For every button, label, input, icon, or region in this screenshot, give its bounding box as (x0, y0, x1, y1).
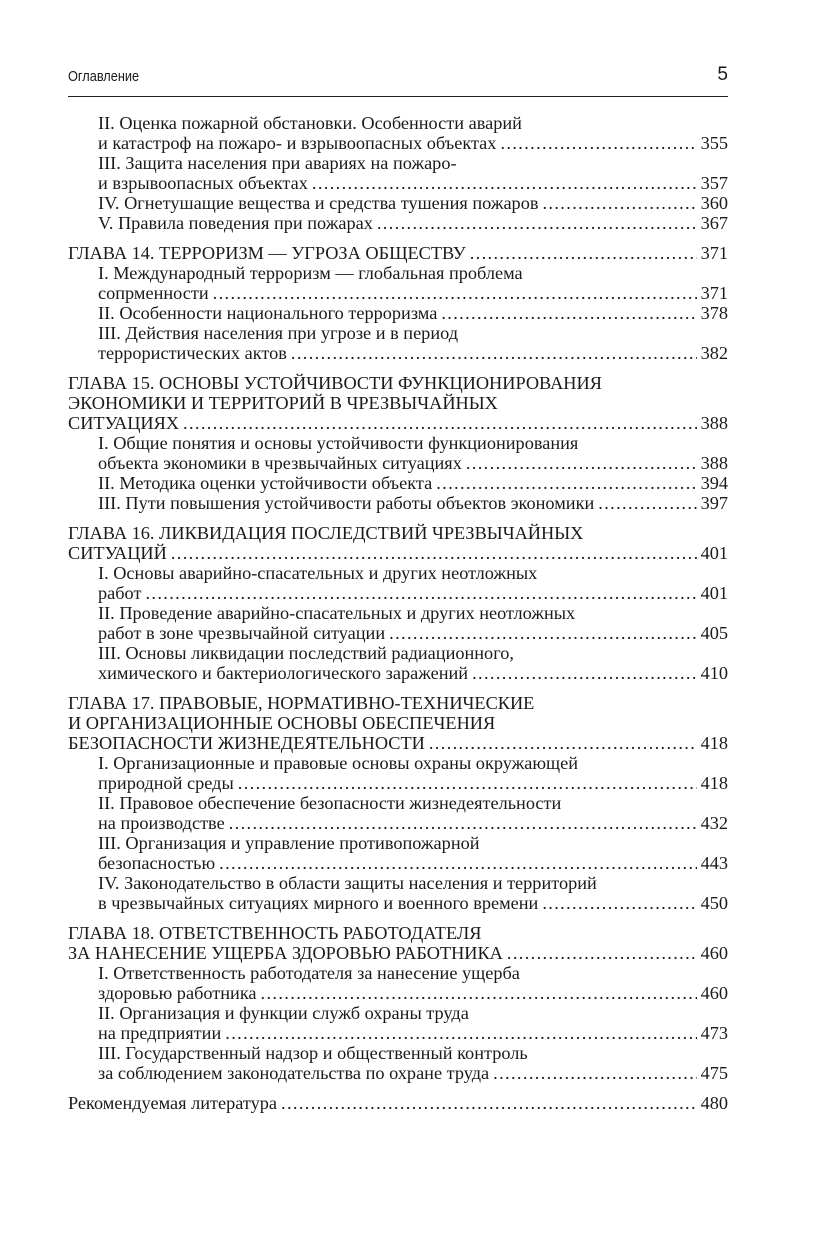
entry-page-number: 443 (700, 853, 728, 873)
entry-title-line: II. Правовое обеспечение безопасности жизнедеятельности (98, 793, 562, 813)
toc-subentry[interactable] (68, 433, 728, 473)
entry-last-line (98, 213, 728, 233)
entry-last-line (68, 1093, 728, 1113)
dot-leader (213, 283, 697, 303)
dot-leader (183, 413, 697, 433)
entry-title-line: III. Действия населения при угрозе и в период (98, 323, 459, 343)
toc-subentry[interactable] (68, 193, 728, 213)
dot-leader (291, 343, 697, 363)
entry-title-line: объекта экономики в чрезвычайных ситуациях (98, 453, 462, 473)
toc-subentry[interactable] (68, 1043, 728, 1083)
table-of-contents (68, 113, 728, 1123)
entry-title-line: ГЛАВА 16. ЛИКВИДАЦИЯ ПОСЛЕДСТВИЙ ЧРЕЗВЫЧАЙНЫХ (68, 523, 584, 543)
entry-last-line (98, 343, 728, 363)
dot-leader (542, 893, 696, 913)
dot-leader (472, 663, 697, 683)
entry-page-number: 394 (700, 473, 728, 493)
entry-page-number: 357 (700, 173, 728, 193)
toc-chapter-entry[interactable] (68, 523, 728, 563)
entry-page-number: 401 (700, 583, 728, 603)
entry-last-line (98, 663, 728, 683)
entry-last-line (98, 193, 728, 213)
entry-last-line (98, 813, 728, 833)
dot-leader (389, 623, 696, 643)
entry-title-line: IV. Законодательство в области защиты населения и территорий (98, 873, 597, 893)
entry-title-line: на производстве (98, 813, 225, 833)
entry-title-line: БЕЗОПАСНОСТИ ЖИЗНЕДЕЯТЕЛЬНОСТИ (68, 733, 425, 753)
entry-last-line (98, 473, 728, 493)
entry-last-line (68, 243, 728, 263)
toc-chapter-entry[interactable] (68, 693, 728, 753)
entry-last-line (98, 773, 728, 793)
entry-title-line: ГЛАВА 15. ОСНОВЫ УСТОЙЧИВОСТИ ФУНКЦИОНИРОВАНИЯ (68, 373, 602, 393)
entry-page-number: 388 (700, 453, 728, 473)
entry-last-line (98, 623, 728, 643)
entry-title-line: СИТУАЦИЯХ (68, 413, 180, 433)
entry-last-line (68, 543, 728, 563)
entry-title-line: III. Основы ликвидации последствий радиационного, (98, 643, 514, 663)
entry-last-line (98, 133, 728, 153)
entry-title-line: IV. Огнетушащие вещества и средства тушения пожаров (98, 193, 539, 213)
entry-last-line (98, 1023, 728, 1043)
dot-leader (436, 473, 696, 493)
entry-title-line: в чрезвычайных ситуациях мирного и военного времени (98, 893, 539, 913)
toc-subentry[interactable] (68, 303, 728, 323)
entry-page-number: 460 (700, 983, 728, 1003)
entry-last-line (98, 853, 728, 873)
entry-title-line: за соблюдением законодательства по охране труда (98, 1063, 490, 1083)
entry-title-line: работ в зоне чрезвычайной ситуации (98, 623, 386, 643)
entry-title-line: V. Правила поведения при пожарах (98, 213, 373, 233)
dot-leader (598, 493, 696, 513)
entry-title-line: I. Общие понятия и основы устойчивости функционирования (98, 433, 579, 453)
entry-last-line (98, 893, 728, 913)
dot-leader (219, 853, 696, 873)
dot-leader (261, 983, 697, 1003)
entry-title-line: И ОРГАНИЗАЦИОННЫЕ ОСНОВЫ ОБЕСПЕЧЕНИЯ (68, 713, 496, 733)
entry-title-line: I. Основы аварийно-спасательных и других неотложных (98, 563, 538, 583)
entry-page-number: 432 (700, 813, 728, 833)
toc-subentry[interactable] (68, 153, 728, 193)
entry-page-number: 371 (700, 283, 728, 303)
entry-title-line: ГЛАВА 17. ПРАВОВЫЕ, НОРМАТИВНО-ТЕХНИЧЕСКИЕ (68, 693, 535, 713)
entry-page-number: 460 (700, 943, 728, 963)
entry-page-number: 418 (700, 733, 728, 753)
entry-title-line: работ (98, 583, 142, 603)
entry-page-number: 388 (700, 413, 728, 433)
toc-section (68, 693, 728, 913)
dot-leader (429, 733, 697, 753)
entry-last-line (98, 303, 728, 323)
toc-section (68, 523, 728, 683)
toc-chapter-entry[interactable] (68, 1093, 728, 1113)
entry-page-number: 418 (700, 773, 728, 793)
toc-subentry[interactable] (68, 1003, 728, 1043)
dot-leader (441, 303, 696, 323)
entry-page-number: 410 (700, 663, 728, 683)
dot-leader (312, 173, 697, 193)
header-title: Оглавление (68, 68, 140, 85)
entry-title-line: природной среды (98, 773, 234, 793)
toc-subentry[interactable] (68, 563, 728, 603)
entry-page-number: 397 (700, 493, 728, 513)
toc-section (68, 243, 728, 363)
entry-title-line: I. Организационные и правовые основы охраны окружающей (98, 753, 578, 773)
entry-title-line: III. Пути повышения устойчивости работы объектов экономики (98, 493, 595, 513)
toc-section (68, 923, 728, 1083)
toc-subentry[interactable] (68, 493, 728, 513)
toc-subentry[interactable] (68, 323, 728, 363)
dot-leader (229, 813, 697, 833)
entry-title-line: и взрывоопасных объектах (98, 173, 308, 193)
entry-page-number: 475 (700, 1063, 728, 1083)
entry-last-line (68, 943, 728, 963)
entry-last-line (68, 413, 728, 433)
entry-page-number: 367 (700, 213, 728, 233)
dot-leader (493, 1063, 696, 1083)
running-header (68, 64, 728, 97)
entry-page-number: 355 (700, 133, 728, 153)
dot-leader (507, 943, 697, 963)
toc-subentry[interactable] (68, 963, 728, 1003)
dot-leader (500, 133, 696, 153)
toc-subentry[interactable] (68, 793, 728, 833)
toc-subentry[interactable] (68, 473, 728, 493)
entry-title-line: химического и бактериологического заражений (98, 663, 469, 683)
entry-page-number: 405 (700, 623, 728, 643)
toc-subentry[interactable] (68, 263, 728, 303)
entry-page-number: 378 (700, 303, 728, 323)
entry-title-line: II. Организация и функции служб охраны труда (98, 1003, 469, 1023)
entry-title-line: II. Особенности национального терроризма (98, 303, 438, 323)
entry-last-line (98, 453, 728, 473)
entry-title-line: на предприятии (98, 1023, 222, 1043)
page-number: 5 (717, 64, 728, 85)
toc-subentry[interactable] (68, 833, 728, 873)
entry-title-line: СИТУАЦИЙ (68, 543, 167, 563)
dot-leader (542, 193, 696, 213)
entry-title-line: ГЛАВА 18. ОТВЕТСТВЕННОСТЬ РАБОТОДАТЕЛЯ (68, 923, 482, 943)
entry-title-line: сопрменности (98, 283, 209, 303)
dot-leader (225, 1023, 696, 1043)
entry-title-line: безопасностью (98, 853, 216, 873)
entry-title-line: ГЛАВА 14. ТЕРРОРИЗМ — УГРОЗА ОБЩЕСТВУ (68, 243, 466, 263)
toc-chapter-entry[interactable] (68, 373, 728, 433)
entry-title-line: ЭКОНОМИКИ И ТЕРРИТОРИЙ В ЧРЕЗВЫЧАЙНЫХ (68, 393, 498, 413)
entry-page-number: 371 (700, 243, 728, 263)
entry-title-line: террористических актов (98, 343, 287, 363)
toc-chapter-entry[interactable] (68, 243, 728, 263)
entry-page-number: 480 (700, 1093, 728, 1113)
entry-title-line: II. Проведение аварийно-спасательных и других неотложных (98, 603, 576, 623)
toc-subentry[interactable] (68, 603, 728, 643)
entry-title-line: III. Государственный надзор и общественный контроль (98, 1043, 528, 1063)
dot-leader (145, 583, 696, 603)
dot-leader (470, 243, 697, 263)
dot-leader (238, 773, 697, 793)
entry-title-line: II. Методика оценки устойчивости объекта (98, 473, 433, 493)
toc-subentry[interactable] (68, 873, 728, 913)
toc-subentry[interactable] (68, 753, 728, 793)
entry-page-number: 382 (700, 343, 728, 363)
entry-title-line: и катастроф на пожаро- и взрывоопасных объектах (98, 133, 497, 153)
entry-title-line: III. Организация и управление противопожарной (98, 833, 480, 853)
entry-last-line (98, 173, 728, 193)
entry-last-line (98, 1063, 728, 1083)
entry-title-line: II. Оценка пожарной обстановки. Особенности аварий (98, 113, 522, 133)
entry-title-line: здоровью работника (98, 983, 257, 1003)
entry-title-line: I. Международный терроризм — глобальная проблема (98, 263, 523, 283)
entry-page-number: 401 (700, 543, 728, 563)
toc-subentry[interactable] (68, 113, 728, 153)
toc-section (68, 373, 728, 513)
toc-chapter-entry[interactable] (68, 923, 728, 963)
dot-leader (281, 1093, 697, 1113)
toc-section (68, 1093, 728, 1113)
dot-leader (377, 213, 697, 233)
entry-title-line: I. Ответственность работодателя за нанесение ущерба (98, 963, 520, 983)
entry-title-line: ЗА НАНЕСЕНИЕ УЩЕРБА ЗДОРОВЬЮ РАБОТНИКА (68, 943, 503, 963)
dot-leader (171, 543, 697, 563)
toc-section (68, 113, 728, 233)
toc-subentry[interactable] (68, 213, 728, 233)
entry-title-line: III. Защита населения при авариях на пожаро- (98, 153, 457, 173)
entry-title-line: Рекомендуемая литература (68, 1093, 278, 1113)
entry-page-number: 360 (700, 193, 728, 213)
entry-last-line (98, 983, 728, 1003)
entry-last-line (98, 493, 728, 513)
toc-subentry[interactable] (68, 643, 728, 683)
entry-page-number: 473 (700, 1023, 728, 1043)
entry-last-line (68, 733, 728, 753)
entry-last-line (98, 283, 728, 303)
entry-page-number: 450 (700, 893, 728, 913)
entry-last-line (98, 583, 728, 603)
dot-leader (466, 453, 697, 473)
